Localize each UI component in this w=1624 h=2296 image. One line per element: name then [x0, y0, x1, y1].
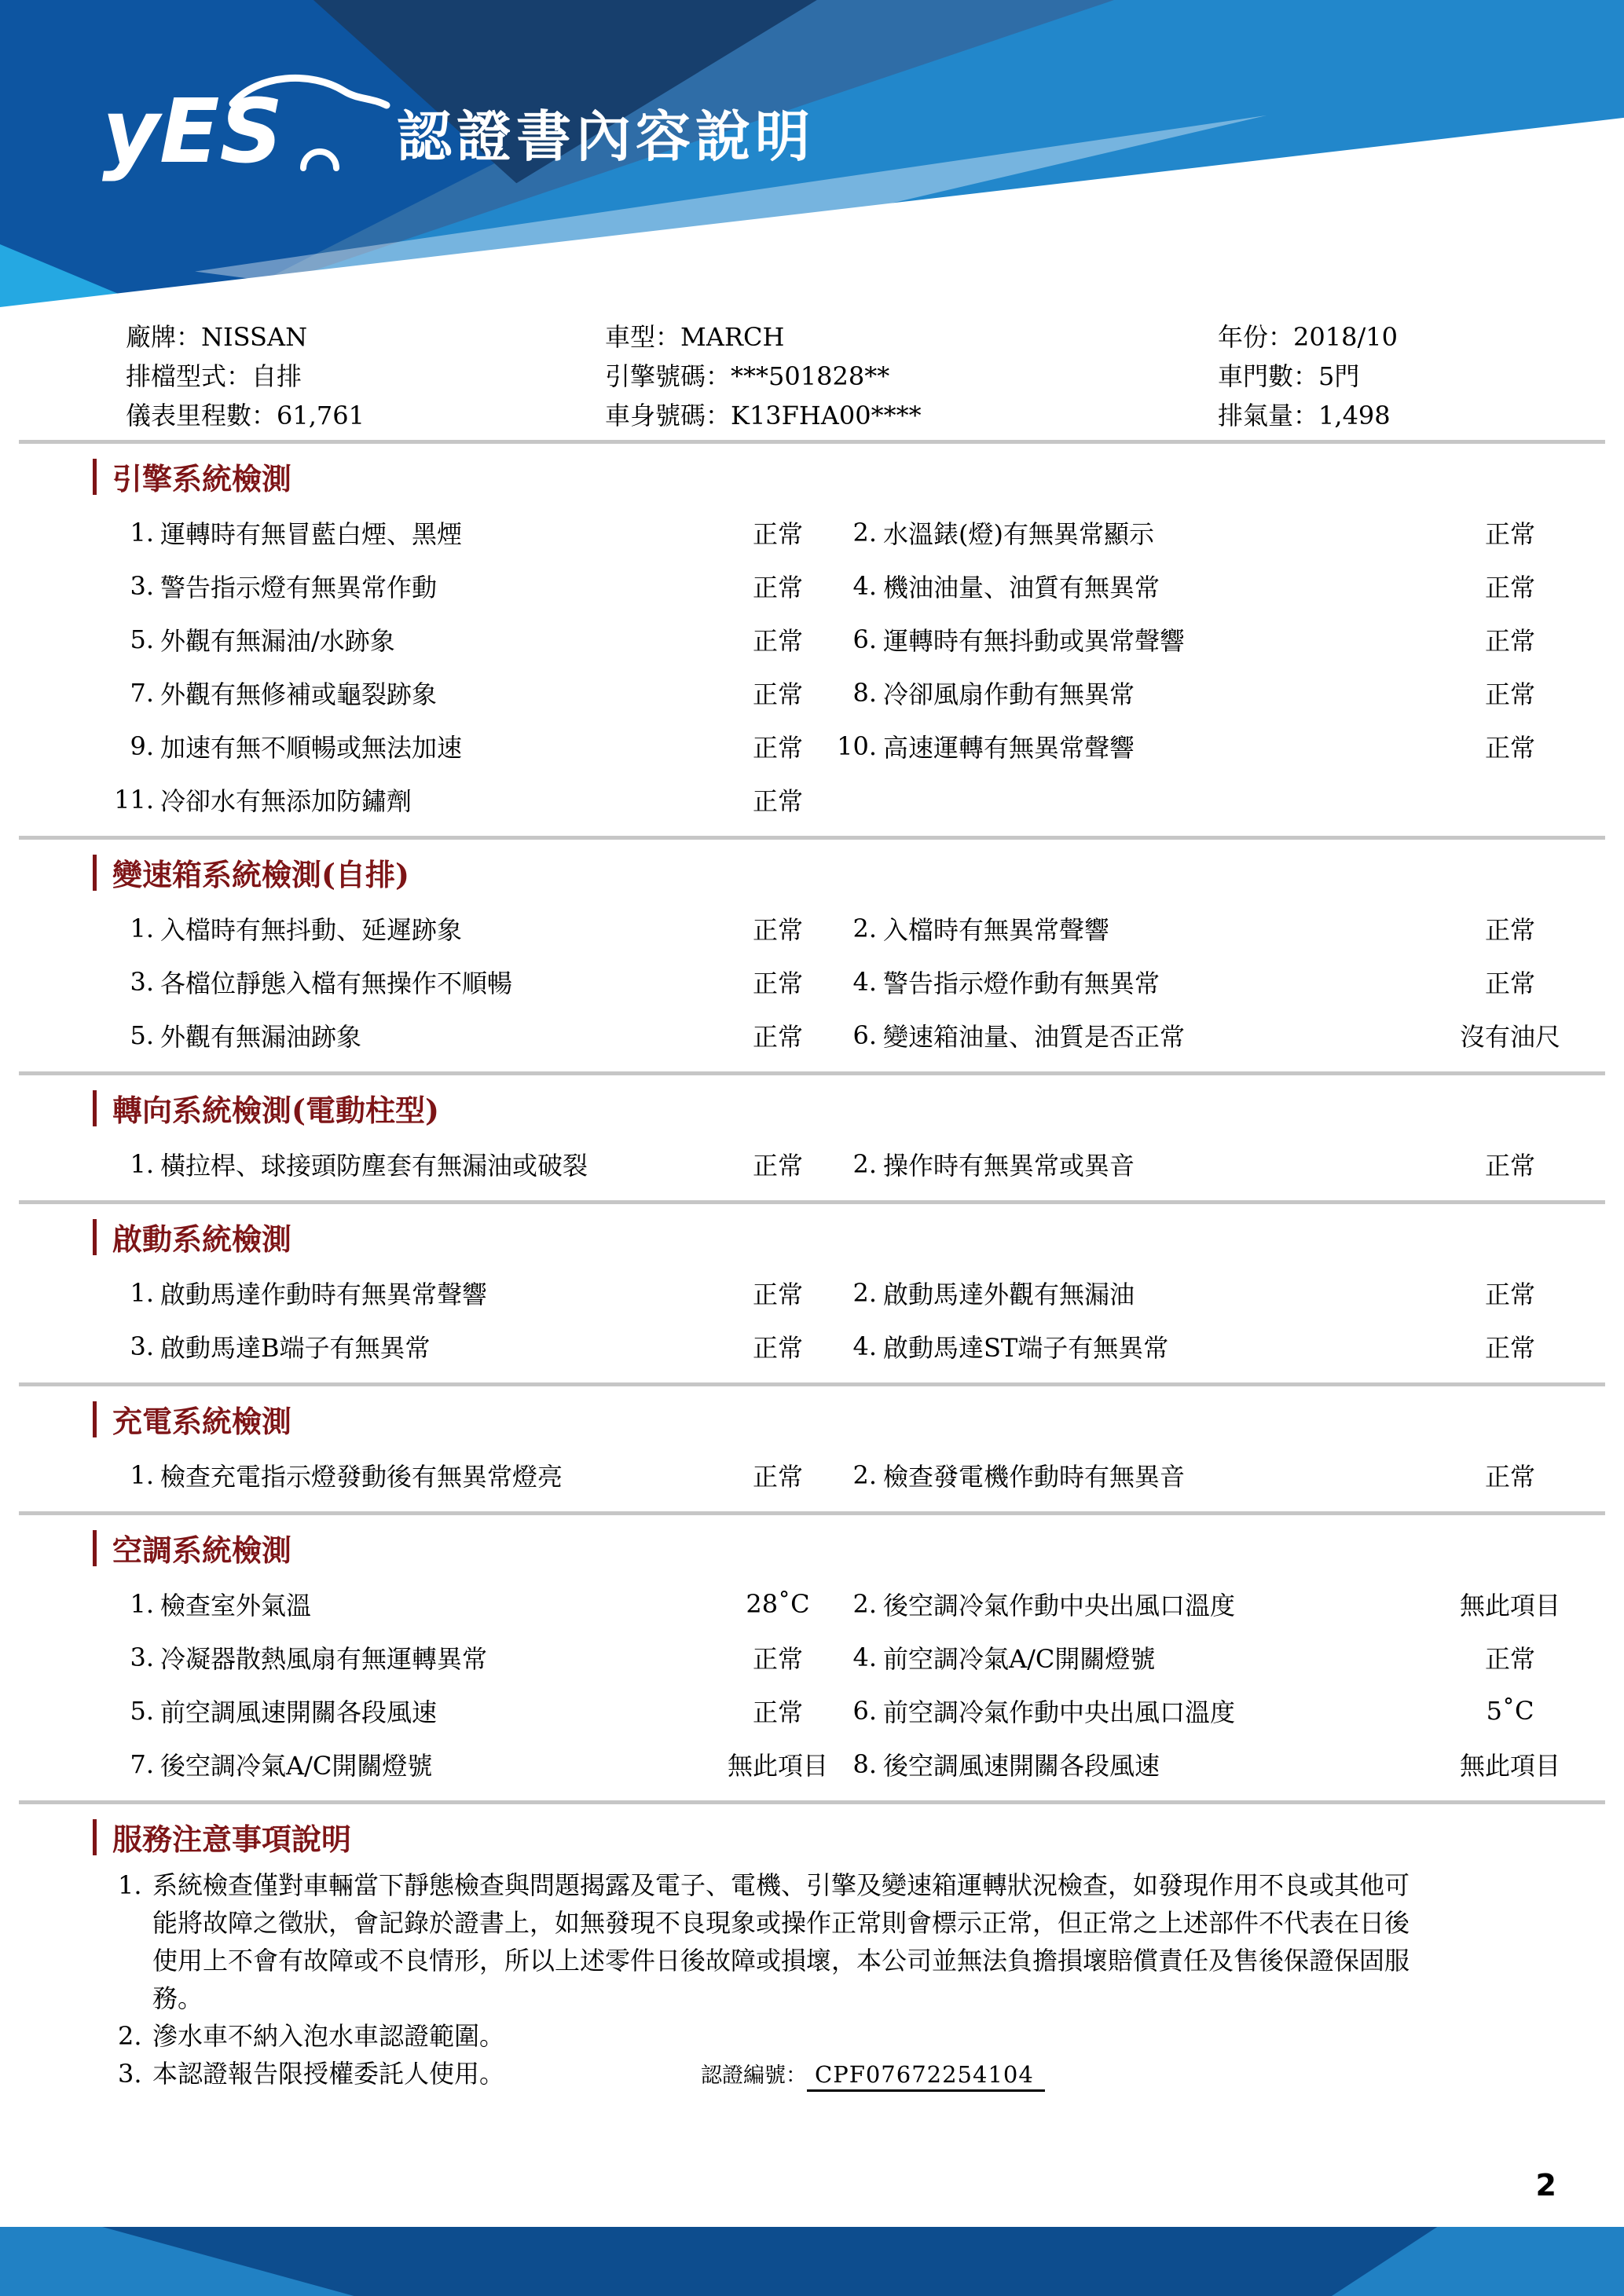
inspection-item	[833, 1017, 1581, 1053]
item-result: 正常	[1484, 679, 1535, 709]
item-number: 7.	[130, 678, 154, 708]
item-result: 正常	[752, 626, 803, 656]
item-number: 2.	[852, 1460, 877, 1490]
info-colon: ：	[226, 361, 252, 391]
page-footer	[0, 2227, 1624, 2296]
section-header	[93, 851, 1624, 894]
info-label: 引擎號碼	[605, 361, 706, 391]
item-text: 警告指示燈作動有無異常	[883, 969, 1160, 998]
yes-logo	[101, 68, 407, 187]
vehicle-info-field	[605, 317, 1218, 353]
inspection-row	[0, 1320, 1624, 1373]
info-value: 1,498	[1318, 401, 1391, 430]
note-number: 3.	[118, 2059, 142, 2089]
note-text: 系統檢查僅對車輛當下靜態檢查與問題揭露及電子、電機、引擎及變速箱運轉狀況檢查，如發現作用不良或其他可能將故障之徵狀，會記錄於證書上，如無發現不良現象或操作正常則會標示正常，但正常之上述部件不代表在日後使用上不會有故障或不良情形，所以上述零件日後故障或損壞，本公司並無法負擔損壞賠償責任及售後保證保固服務。	[152, 1870, 1410, 2013]
note-item	[118, 1866, 1624, 2017]
item-text: 檢查室外氣溫	[160, 1591, 312, 1620]
item-text: 外觀有無漏油跡象	[160, 1022, 362, 1052]
note-text: 滲水車不納入泡水車認證範圍。	[152, 2021, 505, 2051]
notes-list	[0, 1866, 1624, 2095]
item-result: 正常	[1484, 1151, 1535, 1181]
inspection-item	[110, 1746, 833, 1782]
inspection-item	[833, 1746, 1581, 1782]
item-text: 外觀有無修補或龜裂跡象	[160, 679, 438, 709]
section-divider	[19, 1800, 1605, 1804]
certificate-value: CPF07672254104	[807, 2061, 1045, 2092]
section-rows	[0, 902, 1624, 1062]
inspection-item	[833, 964, 1581, 1000]
inspection-item	[110, 1586, 833, 1622]
inspection-item	[833, 675, 1581, 711]
item-text: 啟動馬達作動時有無異常聲響	[160, 1280, 488, 1309]
section-title: 空調系統檢測	[112, 1532, 292, 1568]
inspection-row	[0, 1266, 1624, 1320]
section-header	[93, 1397, 1624, 1441]
item-number: 2.	[852, 1278, 877, 1308]
section-divider	[19, 1382, 1605, 1386]
item-text: 操作時有無異常或異音	[883, 1151, 1135, 1181]
inspection-item	[110, 910, 833, 947]
item-text: 啟動馬達ST端子有無異常	[883, 1333, 1169, 1363]
section-divider	[19, 1071, 1605, 1075]
info-colon: ：	[706, 401, 731, 430]
info-colon: ：	[1268, 322, 1294, 352]
item-result: 正常	[1484, 1333, 1535, 1363]
inspection-row	[0, 1631, 1624, 1684]
inspection-item	[110, 782, 833, 818]
vehicle-info-row	[126, 355, 1593, 394]
section-accent-bar	[93, 1219, 97, 1255]
inspection-row	[0, 666, 1624, 720]
item-text: 前空調冷氣作動中央出風口溫度	[883, 1697, 1236, 1727]
info-value: 5門	[1318, 361, 1360, 391]
item-number: 6.	[852, 624, 877, 654]
note-item	[118, 2017, 1624, 2055]
section-divider	[19, 1200, 1605, 1204]
inspection-row	[0, 1684, 1624, 1738]
item-result: 正常	[752, 915, 803, 945]
inspection-item	[833, 621, 1581, 657]
section-header	[93, 1526, 1624, 1569]
item-number: 2.	[852, 914, 877, 943]
vehicle-info-field	[605, 396, 1218, 432]
section-accent-bar	[93, 1819, 97, 1855]
section-accent-bar	[93, 855, 97, 891]
item-text: 後空調冷氣A/C開關燈號	[160, 1751, 433, 1781]
section-rows	[0, 1137, 1624, 1191]
item-text: 機油油量、油質有無異常	[883, 573, 1160, 602]
section-rows	[0, 1577, 1624, 1791]
note-item	[118, 2055, 1624, 2095]
inspection-item	[833, 910, 1581, 947]
item-text: 運轉時有無抖動或異常聲響	[883, 626, 1186, 656]
inspection-item	[833, 1328, 1581, 1364]
inspection-row	[0, 1577, 1624, 1631]
item-text: 冷卻風扇作動有無異常	[883, 679, 1135, 709]
item-number: 3.	[130, 967, 154, 997]
item-result: 5˚C	[1486, 1696, 1534, 1726]
section-header	[93, 455, 1624, 498]
section-rows	[0, 1266, 1624, 1373]
item-text: 變速箱油量、油質是否正常	[883, 1022, 1186, 1052]
item-result: 無此項目	[727, 1751, 828, 1781]
item-number: 2.	[852, 1589, 877, 1619]
info-label: 車身號碼	[605, 401, 706, 430]
item-number: 9.	[130, 731, 154, 761]
info-colon: ：	[1293, 361, 1319, 391]
page-header	[0, 0, 1624, 339]
item-number: 4.	[852, 1642, 877, 1672]
item-result: 正常	[752, 519, 803, 549]
item-result: 正常	[1484, 1280, 1535, 1309]
vehicle-info-row	[126, 316, 1593, 355]
item-number: 4.	[852, 967, 877, 997]
item-result: 正常	[752, 1280, 803, 1309]
item-text: 高速運轉有無異常聲響	[883, 733, 1135, 763]
section-rows	[0, 506, 1624, 826]
section-accent-bar	[93, 459, 97, 495]
inspection-row	[0, 1738, 1624, 1791]
item-number: 1.	[130, 1278, 154, 1308]
item-text: 警告指示燈有無異常作動	[160, 573, 438, 602]
inspection-item	[110, 675, 833, 711]
inspection-row	[0, 1137, 1624, 1191]
vehicle-info-field	[126, 317, 605, 353]
item-number: 4.	[852, 1331, 877, 1361]
inspection-item	[833, 1693, 1581, 1729]
item-number: 2.	[852, 1149, 877, 1179]
item-number: 1.	[130, 1589, 154, 1619]
vehicle-info-field	[126, 357, 605, 393]
sections	[0, 440, 1624, 1804]
item-result: 正常	[1484, 915, 1535, 945]
inspection-item	[833, 568, 1581, 604]
item-number: 6.	[852, 1020, 877, 1050]
section-accent-bar	[93, 1530, 97, 1566]
info-colon: ：	[176, 322, 202, 352]
item-result: 28˚C	[746, 1589, 810, 1619]
inspection-row	[0, 720, 1624, 773]
item-text: 加速有無不順暢或無法加速	[160, 733, 463, 763]
item-result: 正常	[752, 679, 803, 709]
note-text: 本認證報告限授權委託人使用。	[152, 2059, 505, 2089]
item-result: 正常	[752, 733, 803, 763]
item-number: 10.	[837, 731, 877, 761]
item-result: 正常	[752, 1022, 803, 1052]
item-result: 沒有油尺	[1459, 1022, 1560, 1052]
section-accent-bar	[93, 1090, 97, 1126]
item-number: 8.	[852, 1749, 877, 1779]
inspection-item	[833, 514, 1581, 551]
item-result: 正常	[752, 573, 803, 602]
section-title: 充電系統檢測	[112, 1404, 292, 1439]
section-title: 轉向系統檢測(電動柱型)	[112, 1093, 439, 1128]
item-number: 5.	[130, 1020, 154, 1050]
vehicle-info-field	[1218, 317, 1593, 353]
item-text: 前空調冷氣A/C開關燈號	[883, 1644, 1156, 1674]
item-number: 3.	[130, 1642, 154, 1672]
main-content	[0, 440, 1624, 2095]
note-number: 2.	[118, 2021, 142, 2051]
vehicle-info-field	[126, 396, 605, 432]
vehicle-info-field	[605, 357, 1218, 393]
inspection-item	[110, 568, 833, 604]
info-label: 年份	[1218, 322, 1269, 352]
inspection-item	[110, 1328, 833, 1364]
item-result: 正常	[1484, 519, 1535, 549]
item-result: 正常	[752, 1644, 803, 1674]
item-text: 檢查充電指示燈發動後有無異常燈亮	[160, 1462, 563, 1492]
item-result: 正常	[752, 1462, 803, 1492]
inspection-row	[0, 1448, 1624, 1502]
info-label: 排檔型式	[126, 361, 227, 391]
item-result: 正常	[1484, 969, 1535, 998]
inspection-item	[110, 728, 833, 764]
item-number: 1.	[130, 914, 154, 943]
inspection-item	[110, 1457, 833, 1493]
inspection-row	[0, 506, 1624, 559]
info-label: 車門數	[1218, 361, 1294, 391]
section-divider	[19, 836, 1605, 840]
inspection-item	[833, 1146, 1581, 1182]
vehicle-info-field	[1218, 357, 1593, 393]
section-header	[93, 1215, 1624, 1258]
info-value: MARCH	[680, 322, 785, 352]
info-label: 車型	[605, 322, 656, 352]
item-number: 7.	[130, 1749, 154, 1779]
item-number: 1.	[130, 1460, 154, 1490]
inspection-item	[110, 1275, 833, 1311]
vehicle-info-row	[126, 394, 1593, 434]
item-number: 2.	[852, 518, 877, 547]
item-text: 冷卻水有無添加防鏽劑	[160, 786, 412, 816]
item-number: 11.	[114, 785, 154, 815]
section-title: 引擎系統檢測	[112, 461, 292, 496]
info-colon: ：	[655, 322, 681, 352]
inspection-row	[0, 1009, 1624, 1062]
item-number: 3.	[130, 571, 154, 601]
inspection-item	[110, 964, 833, 1000]
inspection-row	[0, 955, 1624, 1009]
item-number: 3.	[130, 1331, 154, 1361]
item-number: 1.	[130, 518, 154, 547]
item-text: 啟動馬達外觀有無漏油	[883, 1280, 1135, 1309]
item-text: 運轉時有無冒藍白煙、黑煙	[160, 519, 463, 549]
inspection-row	[0, 613, 1624, 666]
info-label: 儀表里程數	[126, 401, 252, 430]
inspection-item	[110, 1693, 833, 1729]
inspection-item	[833, 1275, 1581, 1311]
inspection-row	[0, 559, 1624, 613]
info-value: 自排	[251, 361, 302, 391]
item-text: 各檔位靜態入檔有無操作不順暢	[160, 969, 513, 998]
info-label: 廠牌	[126, 322, 177, 352]
item-text: 後空調冷氣作動中央出風口溫度	[883, 1591, 1236, 1620]
info-colon: ：	[1293, 401, 1319, 430]
item-text: 檢查發電機作動時有無異音	[883, 1462, 1186, 1492]
inspection-item	[833, 1457, 1581, 1493]
page-number: 2	[1535, 2168, 1556, 2203]
section-title: 變速箱系統檢測(自排)	[112, 857, 409, 892]
info-label: 排氣量	[1218, 401, 1294, 430]
info-value: 2018/10	[1293, 322, 1398, 352]
section-divider	[19, 440, 1605, 444]
item-text: 啟動馬達B端子有無異常	[160, 1333, 431, 1363]
info-value: 61,761	[277, 401, 365, 430]
inspection-item	[110, 1017, 833, 1053]
inspection-item	[110, 1146, 833, 1182]
certificate-label: 認證編號：	[701, 2063, 808, 2088]
item-result: 正常	[1484, 733, 1535, 763]
inspection-item	[833, 1639, 1581, 1675]
inspection-item	[833, 728, 1581, 764]
notes-header	[93, 1815, 1624, 1858]
item-text: 冷凝器散熱風扇有無運轉異常	[160, 1644, 488, 1674]
item-number: 1.	[130, 1149, 154, 1179]
inspection-item	[110, 621, 833, 657]
info-value: ***501828**	[731, 361, 890, 391]
notes-title: 服務注意事項說明	[112, 1822, 352, 1857]
item-result: 正常	[752, 786, 803, 816]
section-divider	[19, 1511, 1605, 1515]
item-number: 5.	[130, 1696, 154, 1726]
note-number: 1.	[118, 1870, 142, 1900]
inspection-item	[110, 514, 833, 551]
item-text: 外觀有無漏油/水跡象	[160, 626, 395, 656]
item-result: 無此項目	[1459, 1591, 1560, 1620]
section-rows	[0, 1448, 1624, 1502]
inspection-row	[0, 902, 1624, 955]
item-text: 入檔時有無異常聲響	[883, 915, 1110, 945]
vehicle-info	[126, 316, 1593, 434]
inspection-item	[833, 1586, 1581, 1622]
item-result: 正常	[752, 969, 803, 998]
section-header	[93, 1086, 1624, 1130]
item-text: 前空調風速開關各段風速	[160, 1697, 438, 1727]
item-text: 橫拉桿、球接頭防塵套有無漏油或破裂	[160, 1151, 588, 1181]
item-text: 後空調風速開關各段風速	[883, 1751, 1160, 1781]
certificate-number	[701, 2056, 1045, 2095]
section-title: 啟動系統檢測	[112, 1221, 292, 1257]
page-title: 認證書內容說明	[397, 104, 815, 169]
item-number: 8.	[852, 678, 877, 708]
item-result: 正常	[1484, 573, 1535, 602]
item-result: 正常	[752, 1697, 803, 1727]
info-value: K13FHA00****	[731, 401, 922, 430]
section-accent-bar	[93, 1401, 97, 1437]
logo-text: yES	[102, 81, 284, 183]
inspection-row	[0, 773, 1624, 826]
item-result: 正常	[1484, 1462, 1535, 1492]
item-result: 正常	[1484, 626, 1535, 656]
info-colon: ：	[251, 401, 277, 430]
item-number: 4.	[852, 571, 877, 601]
info-value: NISSAN	[201, 322, 308, 352]
item-result: 正常	[1484, 1644, 1535, 1674]
item-result: 無此項目	[1459, 1751, 1560, 1781]
item-result: 正常	[752, 1151, 803, 1181]
vehicle-info-field	[1218, 396, 1593, 432]
item-result: 正常	[752, 1333, 803, 1363]
inspection-item	[110, 1639, 833, 1675]
item-number: 5.	[130, 624, 154, 654]
item-text: 入檔時有無抖動、延遲跡象	[160, 915, 463, 945]
info-colon: ：	[706, 361, 731, 391]
item-number: 6.	[852, 1696, 877, 1726]
item-text: 水溫錶(燈)有無異常顯示	[883, 519, 1154, 549]
